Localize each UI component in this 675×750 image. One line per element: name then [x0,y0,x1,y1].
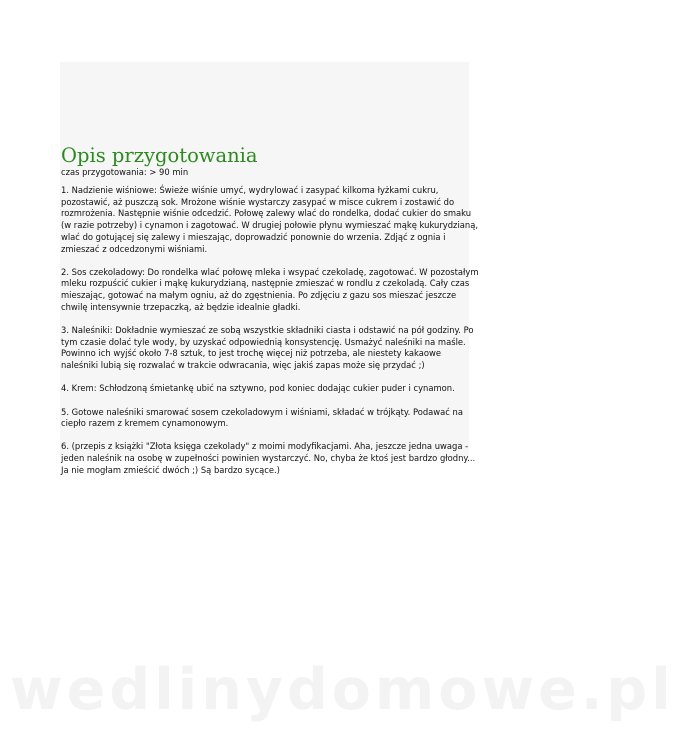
step-line: 6. (przepis z książki "Złota księga czekolady" z moimi modyfikacjami. Aha, jeszcze jedna uwaga - [61,441,469,452]
step-line: Powinno ich wyjść około 7-8 sztuk, to jest trochę więcej niż potrzeba, ale niestety kakaowe [61,348,442,359]
step-line: rozmrożenia. Następnie wiśnie odcedzić. Połowę zalewy wlać do rondelka, dodać cukier do smaku [61,208,472,219]
step-4 [61,383,466,395]
step-line: 5. Gotowe naleśniki smarować sosem czekoladowym i wiśniami, składać w trójkąty. Podawać na [61,406,463,417]
step-line: 4. Krem: Schłodzoną śmietankę ubić na sztywno, pod koniec dodając cukier puder i cynamon. [61,383,455,394]
step-line: Ja nie mogłam zmieścić dwóch ;) Są bardzo sycące.) [61,464,280,475]
step-3 [61,325,474,372]
step-line: jeden naleśnik na osobę w zupełności powinien wystarczyć. No, chyba że ktoś jest bardzo głodny... [61,453,476,464]
step-line: 2. Sos czekoladowy: Do rondelka wlać połowę mleka i wsypać czekoladę, zagotować. W pozostałym [61,266,479,277]
preparation-steps [61,185,479,488]
preparation-time: czas przygotowania: > 90 min [61,167,189,177]
step-line: zmieszać z odcedzonymi wiśniami. [61,243,208,254]
section-title: Opis przygotowania [61,144,258,167]
step-2 [61,266,479,314]
step-line: 1. Nadzienie wiśniowe: Świeże wiśnie umyć, wydrylować i zasypać kilkoma łyżkami cukru, [61,185,439,195]
step-line: ciepło razem z kremem cynamonowym. [61,418,229,429]
step-line: 3. Naleśniki: Dokładnie wymieszać ze sobą wszystkie składniki ciasta i odstawić na pół godziny. Po [61,325,474,336]
step-line: wlać do gotującej się zalewy i mieszając, doprowadzić ponownie do wrzenia. Zdjąć z ognia i [61,231,446,242]
step-line: mieszając, gotować na małym ogniu, aż do zgęstnienia. Po zdjęciu z gazu sos mieszać jeszcze [61,290,457,301]
step-line: chwilę intensywnie trzepaczką, aż będzie idealnie gładki. [61,301,301,312]
step-line: naleśniki lubią się rozwalać w trakcie odwracania, więc jakiś zapas może się przydać ;) [61,360,425,371]
step-line: pozostawić, aż puszczą sok. Mrożone wiśnie wystarczy zasypać w misce cukrem i zostawić do [61,196,455,207]
step-line: (w razie potrzeby) i cynamon i zagotować. W drugiej połowie płynu wymieszać mąkę kukurydzianą, [61,220,479,231]
step-6 [61,441,476,476]
step-line: tym czasie dolać tyle wody, by uzyskać odpowiednią konsystencję. Usmażyć naleśniki na maśle. [61,336,466,347]
site-watermark: wedlinydomowe.pl [10,657,675,723]
step-line: mleku rozpuścić cukier i mąkę kukurydzianą, następnie zmieszać w rondlu z czekoladą. Cały czas [61,278,470,289]
step-1 [61,185,479,255]
step-5 [61,407,466,430]
